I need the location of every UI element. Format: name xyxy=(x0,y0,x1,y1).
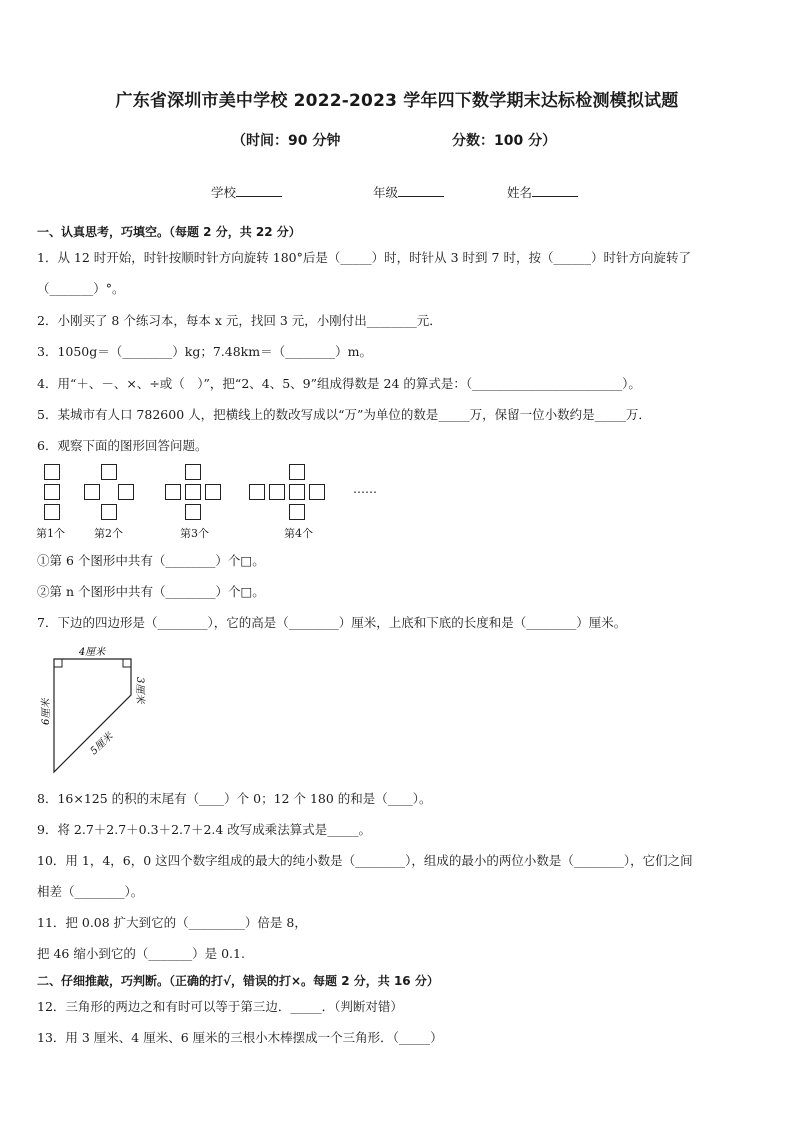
figure-label-4: 第4个 xyxy=(284,527,313,540)
school-label: 学校 xyxy=(211,185,237,200)
question-9: 9．将 2.7＋2.7＋0.3＋2.7＋2.4 改写成乘法算式是_____。 xyxy=(37,822,372,837)
square-icon xyxy=(249,484,265,500)
square-icon xyxy=(205,484,221,500)
question-1-line-2: （_______）°。 xyxy=(37,281,125,296)
name-label: 姓名 xyxy=(507,185,533,200)
square-icon xyxy=(309,484,325,500)
square-icon xyxy=(44,464,60,480)
figure-label-3: 第3个 xyxy=(180,527,209,540)
square-icon xyxy=(101,504,117,520)
slant-length-label: 5厘米 xyxy=(88,731,116,758)
square-icon xyxy=(269,484,285,500)
question-10-line-1: 10．用 1，4，6，0 这四个数字组成的最大的纯小数是（________），组成的最小的两位小数是（________），它们之间 xyxy=(37,853,693,868)
question-2: 2．小刚买了 8 个练习本，每本 x 元，找回 3 元，小刚付出________元． xyxy=(37,313,442,328)
question-1-line-1: 1．从 12 时开始，时针按顺时针方向旋转 180°后是（_____）时，时针从 3 时到 7 时，按（______）时针方向旋转了 xyxy=(37,250,691,265)
question-11-line-1: 11．把 0.08 扩大到它的（_________）倍是 8， xyxy=(37,915,307,930)
question-8: 8．16×125 的积的末尾有（____）个 0；12 个 180 的和是（____）。 xyxy=(37,791,432,806)
square-icon xyxy=(44,484,60,500)
figure-label-1: 第1个 xyxy=(36,527,65,540)
question-6-part-2: ②第 n 个图形中共有（________）个□。 xyxy=(37,584,265,599)
square-icon xyxy=(185,504,201,520)
exam-score: 分数：100 分） xyxy=(452,133,557,149)
page-title: 广东省深圳市美中学校 2022-2023 学年四下数学期末达标检测模拟试题 xyxy=(115,91,679,111)
question-13: 13．用 3 厘米、4 厘米、6 厘米的三根小木棒摆成一个三角形．（_____） xyxy=(37,1030,443,1045)
square-icon xyxy=(289,504,305,520)
trapezoid-figure xyxy=(36,643,166,783)
square-icon xyxy=(84,484,100,500)
question-3: 3．1050g＝（________）kg；7.48km＝（________）m。 xyxy=(37,344,372,359)
school-blank[interactable] xyxy=(236,184,282,197)
pattern-figure xyxy=(0,460,794,542)
right-length-label: 3厘米 xyxy=(134,677,145,704)
square-icon xyxy=(165,484,181,500)
question-5: 5．某城市有人口 782600 人，把横线上的数改写成以“万”为单位的数是_____万，保留一位小数约是_____万． xyxy=(37,407,651,422)
square-icon xyxy=(289,484,305,500)
grade-label: 年级 xyxy=(373,185,399,200)
school-field xyxy=(211,183,282,201)
figure-label-2: 第2个 xyxy=(94,527,123,540)
left-length-label: 6厘米 xyxy=(41,698,52,725)
question-12: 12．三角形的两边之和有时可以等于第三边．_____．（判断对错） xyxy=(37,999,403,1014)
exam-time: （时间：90 分钟 xyxy=(232,133,341,149)
grade-blank[interactable] xyxy=(398,184,444,197)
name-field xyxy=(507,183,578,201)
square-icon xyxy=(289,464,305,480)
square-icon xyxy=(44,504,60,520)
section-2-heading: 二、仔细推敲，巧判断。（正确的打√，错误的打×。每题 2 分，共 16 分） xyxy=(37,974,439,988)
question-10-line-2: 相差（________）。 xyxy=(37,884,144,899)
grade-field xyxy=(373,183,444,201)
question-11-line-2: 把 46 缩小到它的（_______）是 0.1. xyxy=(37,946,245,961)
square-icon xyxy=(185,484,201,500)
square-icon xyxy=(118,484,134,500)
question-4: 4．用“＋、－、×、÷或（ ）”，把“2、4、5、9”组成得数是 24 的算式是：（________________________）。 xyxy=(37,376,641,391)
ellipsis: …… xyxy=(353,482,377,496)
square-icon xyxy=(185,464,201,480)
section-1-heading: 一、认真思考，巧填空。（每题 2 分，共 22 分） xyxy=(37,225,301,239)
question-6: 6．观察下面的图形回答问题。 xyxy=(37,438,208,453)
square-icon xyxy=(101,464,117,480)
name-blank[interactable] xyxy=(532,184,578,197)
question-7: 7．下边的四边形是（________），它的高是（________）厘米，上底和下底的长度和是（________）厘米。 xyxy=(37,615,627,630)
top-length-label: 4厘米 xyxy=(78,647,106,658)
question-6-part-1: ①第 6 个图形中共有（________）个□。 xyxy=(37,553,265,568)
